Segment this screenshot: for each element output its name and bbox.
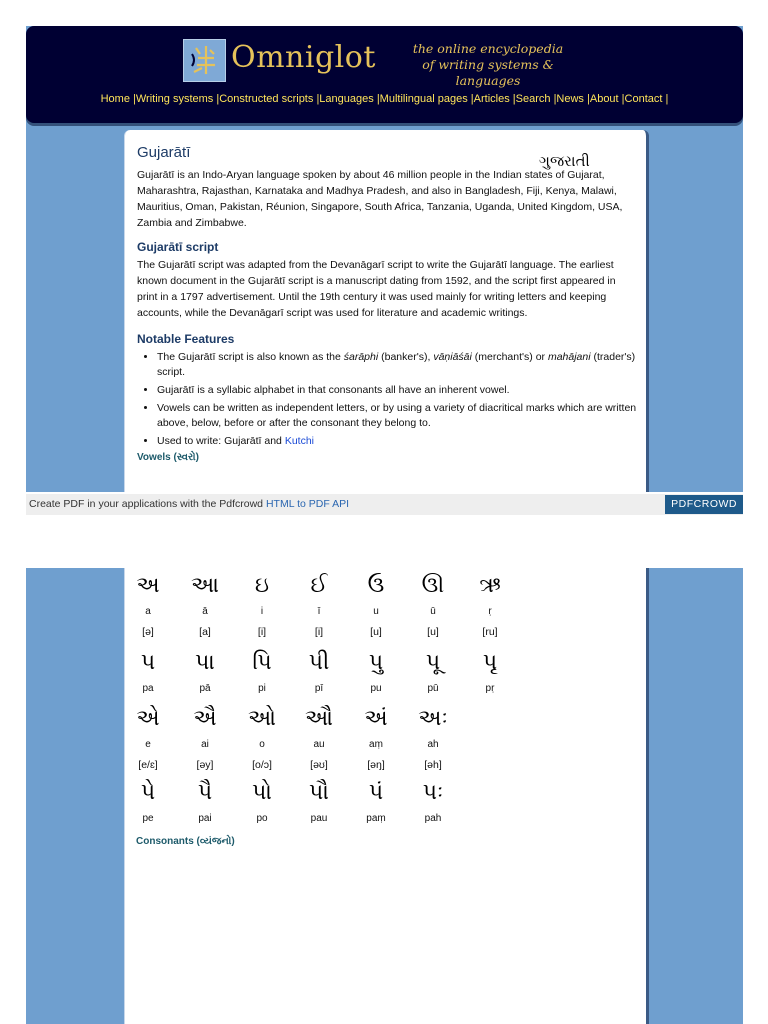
vowel-cell [292,705,346,771]
vowel-cell [292,779,346,825]
nav-contact[interactable]: Contact [624,93,663,105]
article-card [124,130,649,492]
list-item: • Gujarātī is a syllabic alphabet in that consonants all have an inherent vowel. [157,383,637,398]
transliteration: pa [142,683,154,694]
ipa-value: [i] [257,626,267,638]
vowel-cell [178,649,232,695]
ipa-value: [ru] [482,626,498,638]
gujarati-glyph: પા [195,649,215,674]
vowel-cell [235,779,289,825]
pdf-promo-text: Create PDF in your applications with the Pdfcrowd HTML to PDF API [29,498,349,510]
transliteration: aṃ [369,739,383,750]
vowel-cell [406,779,460,825]
nav-about[interactable]: About [589,93,619,105]
features-list [137,350,637,449]
site-tagline [388,41,588,89]
vowel-cell [349,649,403,695]
nav-writing-systems[interactable]: Writing systems [135,93,214,105]
ipa-value: [o/ɔ] [252,759,272,771]
transliteration: e [145,739,151,750]
nav-search[interactable]: Search [515,93,551,105]
nav-multilingual-pages[interactable]: Multilingual pages [379,93,468,105]
transliteration: pi [258,683,266,694]
transliteration: ṛ [488,606,492,617]
nav-home[interactable]: Home [100,93,130,105]
gujarati-glyph: પઃ [422,779,444,804]
transliteration: pai [198,813,212,824]
vowel-cell [292,649,346,695]
transliteration: pah [424,813,442,824]
vowel-cell [121,705,175,771]
pdf-footer-bar [26,494,743,515]
vowel-cell [406,572,460,638]
transliteration: pī [314,683,324,694]
gujarati-glyph: પે [140,779,156,804]
script-paragraph: The Gujarātī script was adapted from the Devanāgarī script to write the Gujarātī language. The earliest known document in the Gujarātī script is a manuscript dating from 1592, and the script first appeared in print in a 1797 advertisement. Until the 19th century it was used mainly for writing letters and keeping accounts, while the Devanāgarī script was used for literature and academic writings. [137,259,616,319]
transliteration: pā [199,683,211,694]
vowel-cell [349,705,403,771]
list-item: • The Gujarātī script is also known as the śarāphi (banker's), vāṇiāśāi (merchant's) or mahājani (trader's) script. [157,350,637,380]
gujarati-glyph: ઐ [193,705,217,730]
nav-articles[interactable]: Articles [473,93,510,105]
transliteration: u [373,606,379,617]
gujarati-glyph: ઈ [310,572,328,597]
pdf-api-link[interactable]: HTML to PDF API [265,498,349,510]
ipa-value: [əh] [424,759,442,771]
vowel-cell [178,705,232,771]
gujarati-glyph: પૂ [425,649,441,674]
vowel-cell [349,779,403,825]
transliteration: po [256,813,268,824]
gujarati-glyph: પૃ [482,649,498,674]
vowel-cell [463,572,517,638]
gujarati-glyph: ઇ [254,572,270,597]
transliteration: pṛ [485,683,495,694]
transliteration: pū [427,683,439,694]
script-heading: Gujarātī script [137,240,219,254]
vowel-cell [235,649,289,695]
pdfcrowd-badge[interactable]: PDFCROWD [665,495,743,514]
site-header [26,26,743,123]
ipa-value: [əy] [196,759,214,771]
transliteration: ū [430,606,436,617]
transliteration: paṃ [366,813,386,824]
vowel-cell [235,572,289,638]
list-item: • Vowels can be written as independent letters, or by using a variety of diacritical marks which are written above, below, before or after the consonant they belong to. [157,401,637,431]
tagline-line-1: the online encyclopedia [412,41,564,56]
nav-languages[interactable]: Languages [319,93,374,105]
transliteration: pe [142,813,154,824]
tagline-line-2: of writing systems & languages [422,57,554,88]
transliteration: pu [370,683,382,694]
vowel-cell [292,572,346,638]
vowel-cell [178,572,232,638]
ipa-value: [u] [427,626,439,638]
transliteration: pau [310,813,328,824]
gujarati-glyph: પો [252,779,272,804]
consonants-heading: Consonants (વ્યંજનો) [136,836,235,847]
transliteration: ai [201,739,209,750]
transliteration: ā [202,606,208,617]
transliteration: ī [317,606,321,617]
transliteration: o [259,739,265,750]
vowel-cell [463,649,517,695]
gujarati-glyph: પિ [252,649,272,674]
ipa-value: [əʊ] [310,759,328,771]
gujarati-glyph: અઃ [418,705,448,730]
list-item: • Used to write: Gujarātī and Kutchi [157,434,637,449]
gujarati-glyph: પ [140,649,156,674]
ipa-value: [i] [314,626,324,638]
nav-constructed-scripts[interactable]: Constructed scripts [219,93,314,105]
ipa-value: [e/ɛ] [138,759,158,771]
nav-news[interactable]: News [556,93,584,105]
kutchi-link[interactable]: Kutchi [284,435,314,447]
transliteration: i [260,606,264,617]
ipa-value: [a] [199,626,211,638]
ipa-value: [əŋ] [367,759,385,771]
gujarati-glyph: આ [191,572,219,597]
gujarati-glyph: ઓ [248,705,276,730]
omniglot-logo-icon[interactable] [183,39,226,82]
gujarati-glyph: એ [136,705,160,730]
features-heading: Notable Features [137,332,235,346]
intro-paragraph: Gujarātī is an Indo-Aryan language spoken by about 46 million people in the Indian states of Gujarat, Maharashtra, Rajasthan, Karnataka and Madhya Pradesh, and also in Bangladesh, Fiji, Kenya, Malawi, Mauritius, Oman, Pakistan, Réunion, Singapore, South Africa, Tanzania, Uganda, United Kingdom, USA, Zambia and Zimbabwe. [137,169,623,229]
vowel-cell [406,649,460,695]
transliteration: a [145,606,151,617]
gujarati-glyph: પૌ [309,779,329,804]
logo-text[interactable]: Omniglot [231,40,376,75]
gujarati-glyph: ઊ [421,572,445,597]
vowel-cell [121,649,175,695]
native-script-title: ગુજરાતી [539,152,590,170]
gujarati-glyph: ઋ [479,572,501,597]
gujarati-glyph: પી [308,649,330,674]
vowel-cell [121,572,175,638]
gujarati-glyph: અં [364,705,388,730]
ipa-value: [ə] [142,626,154,638]
vowel-cell [349,572,403,638]
gujarati-glyph: ઉ [367,572,385,597]
vowels-heading: Vowels (સ્વરો) [137,452,200,463]
transliteration: au [313,739,325,750]
vowel-cell [406,705,460,771]
vowel-cell [235,705,289,771]
gujarati-glyph: પુ [368,649,384,674]
vowel-cell [178,779,232,825]
page-title: Gujarātī [137,144,191,161]
gujarati-glyph: અ [136,572,160,597]
main-navigation: Home |Writing systems |Constructed scripts |Languages |Multilingual pages |Articles |Search |News |About |Contact | [100,93,669,105]
transliteration: ah [427,739,439,750]
gujarati-glyph: ઔ [305,705,333,730]
ipa-value: [u] [370,626,382,638]
gujarati-glyph: પૈ [197,779,213,804]
gujarati-glyph: પં [368,779,384,804]
vowel-cell [121,779,175,825]
